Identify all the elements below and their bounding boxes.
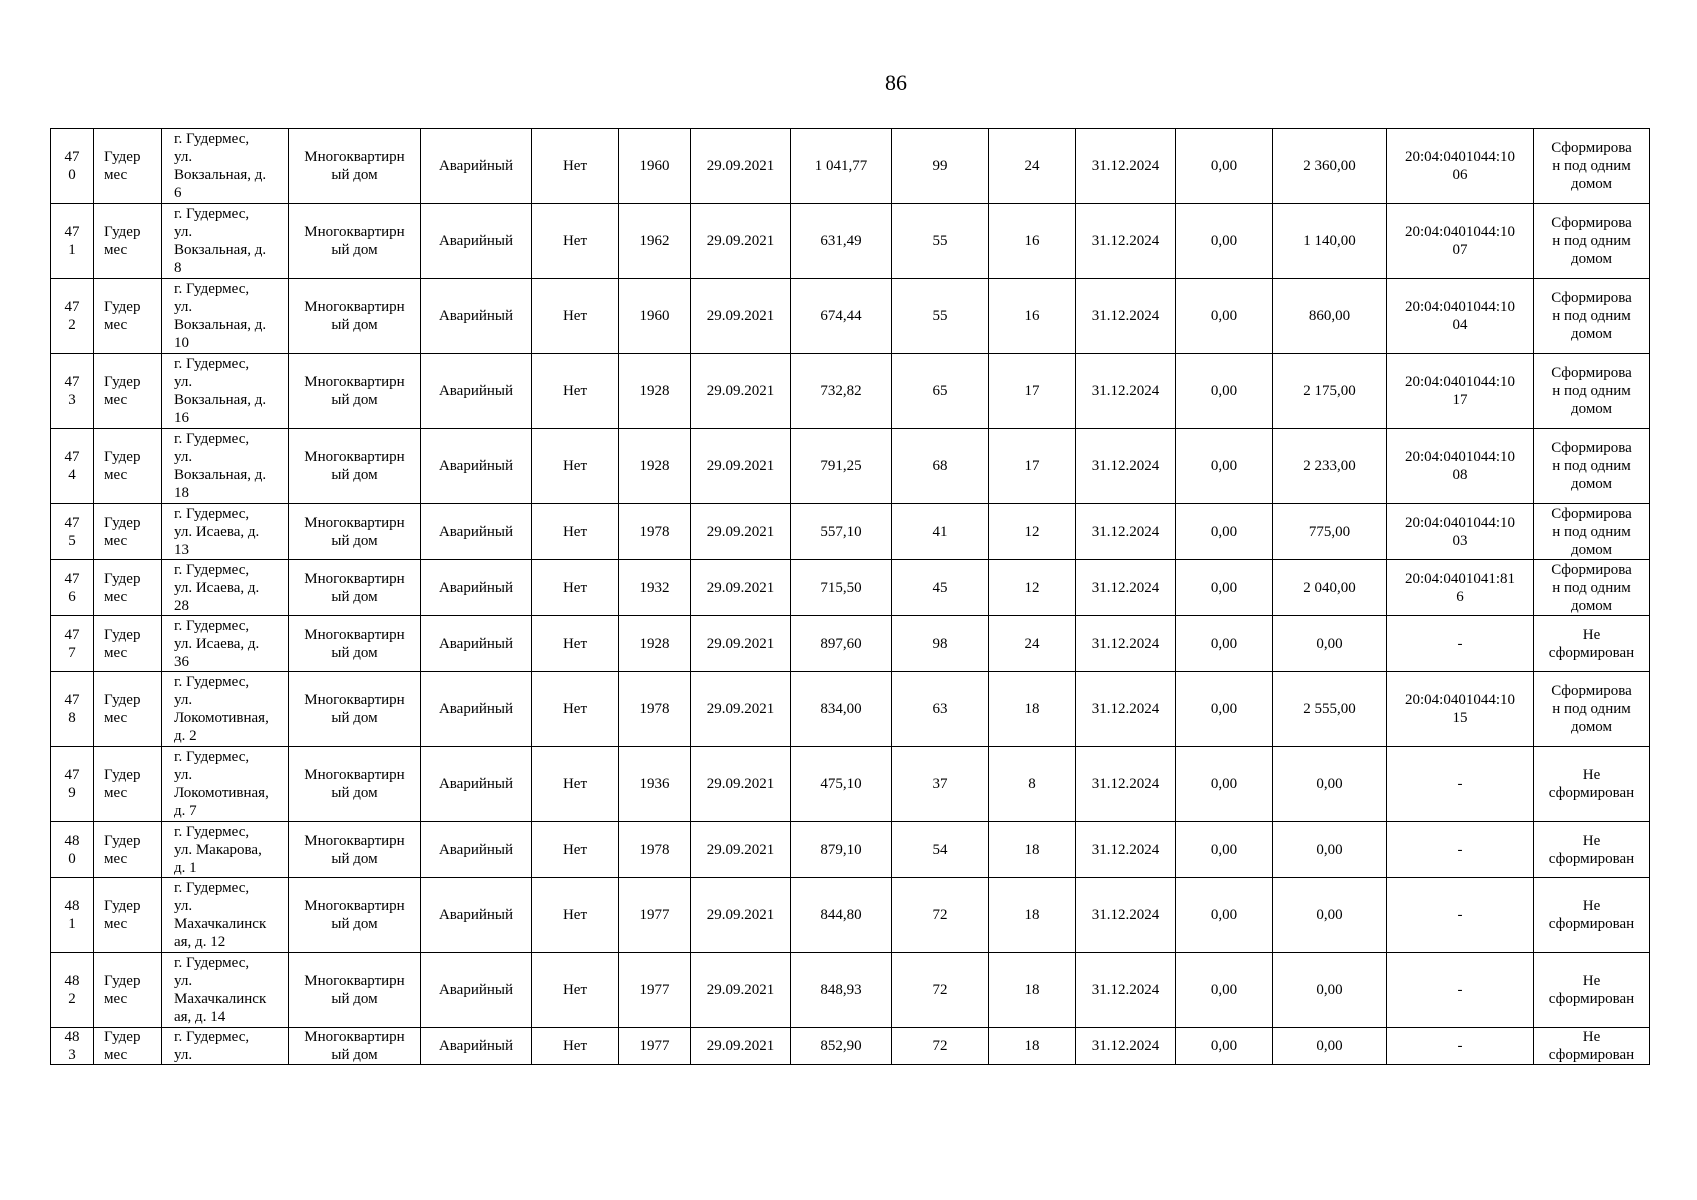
- table-row: [51, 204, 1650, 279]
- cell-rooms: 24: [989, 616, 1076, 672]
- cell-value-2: 2 040,00: [1273, 560, 1387, 616]
- cell-value-2: 0,00: [1273, 616, 1387, 672]
- cell-residents: 45: [892, 560, 989, 616]
- table-row: [51, 560, 1650, 616]
- cell-area: 674,44: [791, 279, 892, 354]
- cell-residents: 37: [892, 747, 989, 822]
- cell-recognition-date: 29.09.2021: [691, 560, 791, 616]
- cell-value-1: 0,00: [1176, 279, 1273, 354]
- cell-deadline: 31.12.2024: [1076, 822, 1176, 878]
- cell-settlement: Гудер мес: [94, 1028, 162, 1065]
- cell-year: 1978: [619, 822, 691, 878]
- cell-year: 1962: [619, 204, 691, 279]
- cell-recognition-date: 29.09.2021: [691, 878, 791, 953]
- cell-cadastral-number: 20:04:0401044:10 04: [1387, 279, 1534, 354]
- cell-building-type: Многоквартирн ый дом: [289, 616, 421, 672]
- cell-settlement: Гудер мес: [94, 504, 162, 560]
- cell-recognition-date: 29.09.2021: [691, 616, 791, 672]
- cell-land-plot-status: Не сформирован: [1534, 616, 1650, 672]
- cell-flag: Нет: [532, 129, 619, 204]
- cell-cadastral-number: 20:04:0401044:10 08: [1387, 429, 1534, 504]
- cell-recognition-date: 29.09.2021: [691, 204, 791, 279]
- table-row: [51, 1028, 1650, 1065]
- cell-rooms: 12: [989, 504, 1076, 560]
- cell-building-type: Многоквартирн ый дом: [289, 953, 421, 1028]
- cell-row-number: 47 8: [51, 672, 94, 747]
- table-row: [51, 747, 1650, 822]
- cell-area: 834,00: [791, 672, 892, 747]
- cell-year: 1928: [619, 429, 691, 504]
- cell-value-2: 2 555,00: [1273, 672, 1387, 747]
- cell-row-number: 47 0: [51, 129, 94, 204]
- cell-deadline: 31.12.2024: [1076, 279, 1176, 354]
- cell-condition: Аварийный: [421, 747, 532, 822]
- cell-value-2: 0,00: [1273, 822, 1387, 878]
- cell-deadline: 31.12.2024: [1076, 129, 1176, 204]
- cell-residents: 63: [892, 672, 989, 747]
- cell-deadline: 31.12.2024: [1076, 504, 1176, 560]
- cell-deadline: 31.12.2024: [1076, 747, 1176, 822]
- cell-settlement: Гудер мес: [94, 878, 162, 953]
- cell-recognition-date: 29.09.2021: [691, 672, 791, 747]
- cell-deadline: 31.12.2024: [1076, 953, 1176, 1028]
- cell-land-plot-status: Не сформирован: [1534, 822, 1650, 878]
- cell-year: 1960: [619, 279, 691, 354]
- cell-value-1: 0,00: [1176, 129, 1273, 204]
- cell-area: 848,93: [791, 953, 892, 1028]
- cell-value-2: 2 360,00: [1273, 129, 1387, 204]
- cell-flag: Нет: [532, 429, 619, 504]
- cell-settlement: Гудер мес: [94, 747, 162, 822]
- cell-value-2: 0,00: [1273, 747, 1387, 822]
- cell-value-2: 1 140,00: [1273, 204, 1387, 279]
- page-number: 86: [885, 70, 907, 95]
- cell-value-2: 2 233,00: [1273, 429, 1387, 504]
- cell-recognition-date: 29.09.2021: [691, 354, 791, 429]
- cell-flag: Нет: [532, 560, 619, 616]
- cell-rooms: 17: [989, 354, 1076, 429]
- cell-flag: Нет: [532, 279, 619, 354]
- cell-recognition-date: 29.09.2021: [691, 1028, 791, 1065]
- cell-address: г. Гудермес, ул.: [162, 1028, 289, 1065]
- cell-building-type: Многоквартирн ый дом: [289, 279, 421, 354]
- cell-land-plot-status: Сформирова н под одним домом: [1534, 672, 1650, 747]
- cell-address: г. Гудермес, ул. Макарова, д. 1: [162, 822, 289, 878]
- cell-deadline: 31.12.2024: [1076, 204, 1176, 279]
- cell-flag: Нет: [532, 504, 619, 560]
- cell-row-number: 47 3: [51, 354, 94, 429]
- cell-address: г. Гудермес, ул. Махачкалинск ая, д. 12: [162, 878, 289, 953]
- cell-flag: Нет: [532, 878, 619, 953]
- cell-value-1: 0,00: [1176, 204, 1273, 279]
- cell-cadastral-number: -: [1387, 878, 1534, 953]
- cell-deadline: 31.12.2024: [1076, 616, 1176, 672]
- cell-area: 1 041,77: [791, 129, 892, 204]
- table-row: [51, 429, 1650, 504]
- cell-residents: 72: [892, 1028, 989, 1065]
- cell-flag: Нет: [532, 354, 619, 429]
- cell-cadastral-number: -: [1387, 747, 1534, 822]
- cell-area: 852,90: [791, 1028, 892, 1065]
- cell-cadastral-number: -: [1387, 953, 1534, 1028]
- cell-residents: 54: [892, 822, 989, 878]
- cell-residents: 65: [892, 354, 989, 429]
- cell-residents: 99: [892, 129, 989, 204]
- cell-rooms: 18: [989, 1028, 1076, 1065]
- cell-building-type: Многоквартирн ый дом: [289, 354, 421, 429]
- table-row: [51, 354, 1650, 429]
- cell-rooms: 12: [989, 560, 1076, 616]
- cell-area: 475,10: [791, 747, 892, 822]
- cell-land-plot-status: Сформирова н под одним домом: [1534, 429, 1650, 504]
- cell-value-2: 0,00: [1273, 1028, 1387, 1065]
- cell-row-number: 47 2: [51, 279, 94, 354]
- cell-rooms: 18: [989, 878, 1076, 953]
- cell-rooms: 18: [989, 953, 1076, 1028]
- cell-deadline: 31.12.2024: [1076, 672, 1176, 747]
- cell-land-plot-status: Сформирова н под одним домом: [1534, 129, 1650, 204]
- cell-recognition-date: 29.09.2021: [691, 953, 791, 1028]
- cell-land-plot-status: Сформирова н под одним домом: [1534, 354, 1650, 429]
- cell-value-2: 860,00: [1273, 279, 1387, 354]
- cell-building-type: Многоквартирн ый дом: [289, 429, 421, 504]
- cell-area: 844,80: [791, 878, 892, 953]
- cell-settlement: Гудер мес: [94, 560, 162, 616]
- cell-row-number: 47 4: [51, 429, 94, 504]
- cell-address: г. Гудермес, ул. Исаева, д. 28: [162, 560, 289, 616]
- cell-value-1: 0,00: [1176, 747, 1273, 822]
- cell-condition: Аварийный: [421, 560, 532, 616]
- cell-deadline: 31.12.2024: [1076, 429, 1176, 504]
- cell-address: г. Гудермес, ул. Вокзальная, д. 8: [162, 204, 289, 279]
- cell-flag: Нет: [532, 672, 619, 747]
- cell-building-type: Многоквартирн ый дом: [289, 1028, 421, 1065]
- cell-residents: 72: [892, 953, 989, 1028]
- cell-deadline: 31.12.2024: [1076, 354, 1176, 429]
- cell-cadastral-number: 20:04:0401044:10 07: [1387, 204, 1534, 279]
- cell-year: 1928: [619, 616, 691, 672]
- cell-value-2: 0,00: [1273, 953, 1387, 1028]
- cell-flag: Нет: [532, 1028, 619, 1065]
- cell-building-type: Многоквартирн ый дом: [289, 822, 421, 878]
- cell-area: 715,50: [791, 560, 892, 616]
- cell-address: г. Гудермес, ул. Локомотивная, д. 7: [162, 747, 289, 822]
- cell-area: 732,82: [791, 354, 892, 429]
- cell-year: 1928: [619, 354, 691, 429]
- cell-recognition-date: 29.09.2021: [691, 279, 791, 354]
- cell-rooms: 16: [989, 204, 1076, 279]
- cell-year: 1978: [619, 672, 691, 747]
- cell-area: 631,49: [791, 204, 892, 279]
- table-row: [51, 953, 1650, 1028]
- cell-address: г. Гудермес, ул. Исаева, д. 36: [162, 616, 289, 672]
- cell-area: 879,10: [791, 822, 892, 878]
- cell-cadastral-number: 20:04:0401044:10 06: [1387, 129, 1534, 204]
- cell-condition: Аварийный: [421, 129, 532, 204]
- cell-value-2: 2 175,00: [1273, 354, 1387, 429]
- cell-condition: Аварийный: [421, 429, 532, 504]
- cell-value-1: 0,00: [1176, 504, 1273, 560]
- cell-value-1: 0,00: [1176, 560, 1273, 616]
- cell-cadastral-number: 20:04:0401044:10 03: [1387, 504, 1534, 560]
- cell-value-1: 0,00: [1176, 429, 1273, 504]
- cell-address: г. Гудермес, ул. Махачкалинск ая, д. 14: [162, 953, 289, 1028]
- table-row: [51, 878, 1650, 953]
- cell-residents: 55: [892, 279, 989, 354]
- cell-settlement: Гудер мес: [94, 616, 162, 672]
- cell-value-1: 0,00: [1176, 878, 1273, 953]
- cell-land-plot-status: Сформирова н под одним домом: [1534, 204, 1650, 279]
- cell-settlement: Гудер мес: [94, 822, 162, 878]
- cell-recognition-date: 29.09.2021: [691, 429, 791, 504]
- cell-value-2: 775,00: [1273, 504, 1387, 560]
- cell-settlement: Гудер мес: [94, 204, 162, 279]
- cell-building-type: Многоквартирн ый дом: [289, 204, 421, 279]
- cell-building-type: Многоквартирн ый дом: [289, 560, 421, 616]
- cell-deadline: 31.12.2024: [1076, 560, 1176, 616]
- cell-row-number: 48 2: [51, 953, 94, 1028]
- cell-condition: Аварийный: [421, 878, 532, 953]
- cell-rooms: 17: [989, 429, 1076, 504]
- cell-building-type: Многоквартирн ый дом: [289, 747, 421, 822]
- cell-settlement: Гудер мес: [94, 429, 162, 504]
- cell-deadline: 31.12.2024: [1076, 1028, 1176, 1065]
- cell-flag: Нет: [532, 616, 619, 672]
- cell-land-plot-status: Не сформирован: [1534, 1028, 1650, 1065]
- cell-year: 1977: [619, 953, 691, 1028]
- cell-address: г. Гудермес, ул. Исаева, д. 13: [162, 504, 289, 560]
- cell-value-1: 0,00: [1176, 822, 1273, 878]
- cell-value-1: 0,00: [1176, 672, 1273, 747]
- cell-rooms: 16: [989, 279, 1076, 354]
- cell-residents: 72: [892, 878, 989, 953]
- cell-rooms: 8: [989, 747, 1076, 822]
- cell-row-number: 48 3: [51, 1028, 94, 1065]
- cell-area: 557,10: [791, 504, 892, 560]
- cell-cadastral-number: -: [1387, 616, 1534, 672]
- cell-flag: Нет: [532, 822, 619, 878]
- cell-flag: Нет: [532, 953, 619, 1028]
- cell-flag: Нет: [532, 204, 619, 279]
- cell-residents: 55: [892, 204, 989, 279]
- cell-address: г. Гудермес, ул. Вокзальная, д. 10: [162, 279, 289, 354]
- cell-year: 1977: [619, 878, 691, 953]
- cell-land-plot-status: Не сформирован: [1534, 953, 1650, 1028]
- cell-row-number: 47 5: [51, 504, 94, 560]
- cell-residents: 41: [892, 504, 989, 560]
- table-row: [51, 279, 1650, 354]
- cell-land-plot-status: Не сформирован: [1534, 878, 1650, 953]
- cell-condition: Аварийный: [421, 354, 532, 429]
- cell-value-1: 0,00: [1176, 1028, 1273, 1065]
- cell-condition: Аварийный: [421, 616, 532, 672]
- cell-year: 1978: [619, 504, 691, 560]
- table-row: [51, 129, 1650, 204]
- cell-row-number: 48 1: [51, 878, 94, 953]
- cell-cadastral-number: -: [1387, 822, 1534, 878]
- cell-rooms: 18: [989, 672, 1076, 747]
- cell-condition: Аварийный: [421, 279, 532, 354]
- cell-land-plot-status: Сформирова н под одним домом: [1534, 560, 1650, 616]
- cell-cadastral-number: 20:04:0401044:10 15: [1387, 672, 1534, 747]
- cell-value-1: 0,00: [1176, 953, 1273, 1028]
- cell-address: г. Гудермес, ул. Вокзальная, д. 16: [162, 354, 289, 429]
- cell-row-number: 48 0: [51, 822, 94, 878]
- cell-recognition-date: 29.09.2021: [691, 129, 791, 204]
- table-row: [51, 504, 1650, 560]
- cell-settlement: Гудер мес: [94, 953, 162, 1028]
- cell-recognition-date: 29.09.2021: [691, 747, 791, 822]
- cell-settlement: Гудер мес: [94, 279, 162, 354]
- cell-address: г. Гудермес, ул. Локомотивная, д. 2: [162, 672, 289, 747]
- cell-flag: Нет: [532, 747, 619, 822]
- cell-condition: Аварийный: [421, 504, 532, 560]
- cell-row-number: 47 7: [51, 616, 94, 672]
- housing-register-table: [50, 128, 1650, 1065]
- cell-area: 897,60: [791, 616, 892, 672]
- cell-cadastral-number: 20:04:0401044:10 17: [1387, 354, 1534, 429]
- cell-value-2: 0,00: [1273, 878, 1387, 953]
- cell-year: 1960: [619, 129, 691, 204]
- cell-rooms: 18: [989, 822, 1076, 878]
- cell-recognition-date: 29.09.2021: [691, 822, 791, 878]
- cell-rooms: 24: [989, 129, 1076, 204]
- table-row: [51, 822, 1650, 878]
- cell-year: 1936: [619, 747, 691, 822]
- cell-condition: Аварийный: [421, 1028, 532, 1065]
- cell-row-number: 47 1: [51, 204, 94, 279]
- cell-land-plot-status: Не сформирован: [1534, 747, 1650, 822]
- cell-condition: Аварийный: [421, 953, 532, 1028]
- cell-address: г. Гудермес, ул. Вокзальная, д. 6: [162, 129, 289, 204]
- cell-land-plot-status: Сформирова н под одним домом: [1534, 279, 1650, 354]
- cell-land-plot-status: Сформирова н под одним домом: [1534, 504, 1650, 560]
- cell-year: 1932: [619, 560, 691, 616]
- cell-year: 1977: [619, 1028, 691, 1065]
- cell-condition: Аварийный: [421, 672, 532, 747]
- cell-settlement: Гудер мес: [94, 354, 162, 429]
- cell-residents: 98: [892, 616, 989, 672]
- cell-area: 791,25: [791, 429, 892, 504]
- cell-address: г. Гудермес, ул. Вокзальная, д. 18: [162, 429, 289, 504]
- cell-building-type: Многоквартирн ый дом: [289, 672, 421, 747]
- table-row: [51, 672, 1650, 747]
- cell-value-1: 0,00: [1176, 354, 1273, 429]
- cell-residents: 68: [892, 429, 989, 504]
- cell-row-number: 47 9: [51, 747, 94, 822]
- cell-value-1: 0,00: [1176, 616, 1273, 672]
- table-row: [51, 616, 1650, 672]
- cell-cadastral-number: 20:04:0401041:81 6: [1387, 560, 1534, 616]
- cell-cadastral-number: -: [1387, 1028, 1534, 1065]
- cell-deadline: 31.12.2024: [1076, 878, 1176, 953]
- cell-row-number: 47 6: [51, 560, 94, 616]
- cell-settlement: Гудер мес: [94, 672, 162, 747]
- cell-condition: Аварийный: [421, 822, 532, 878]
- cell-building-type: Многоквартирн ый дом: [289, 878, 421, 953]
- cell-condition: Аварийный: [421, 204, 532, 279]
- cell-settlement: Гудер мес: [94, 129, 162, 204]
- cell-building-type: Многоквартирн ый дом: [289, 504, 421, 560]
- cell-building-type: Многоквартирн ый дом: [289, 129, 421, 204]
- cell-recognition-date: 29.09.2021: [691, 504, 791, 560]
